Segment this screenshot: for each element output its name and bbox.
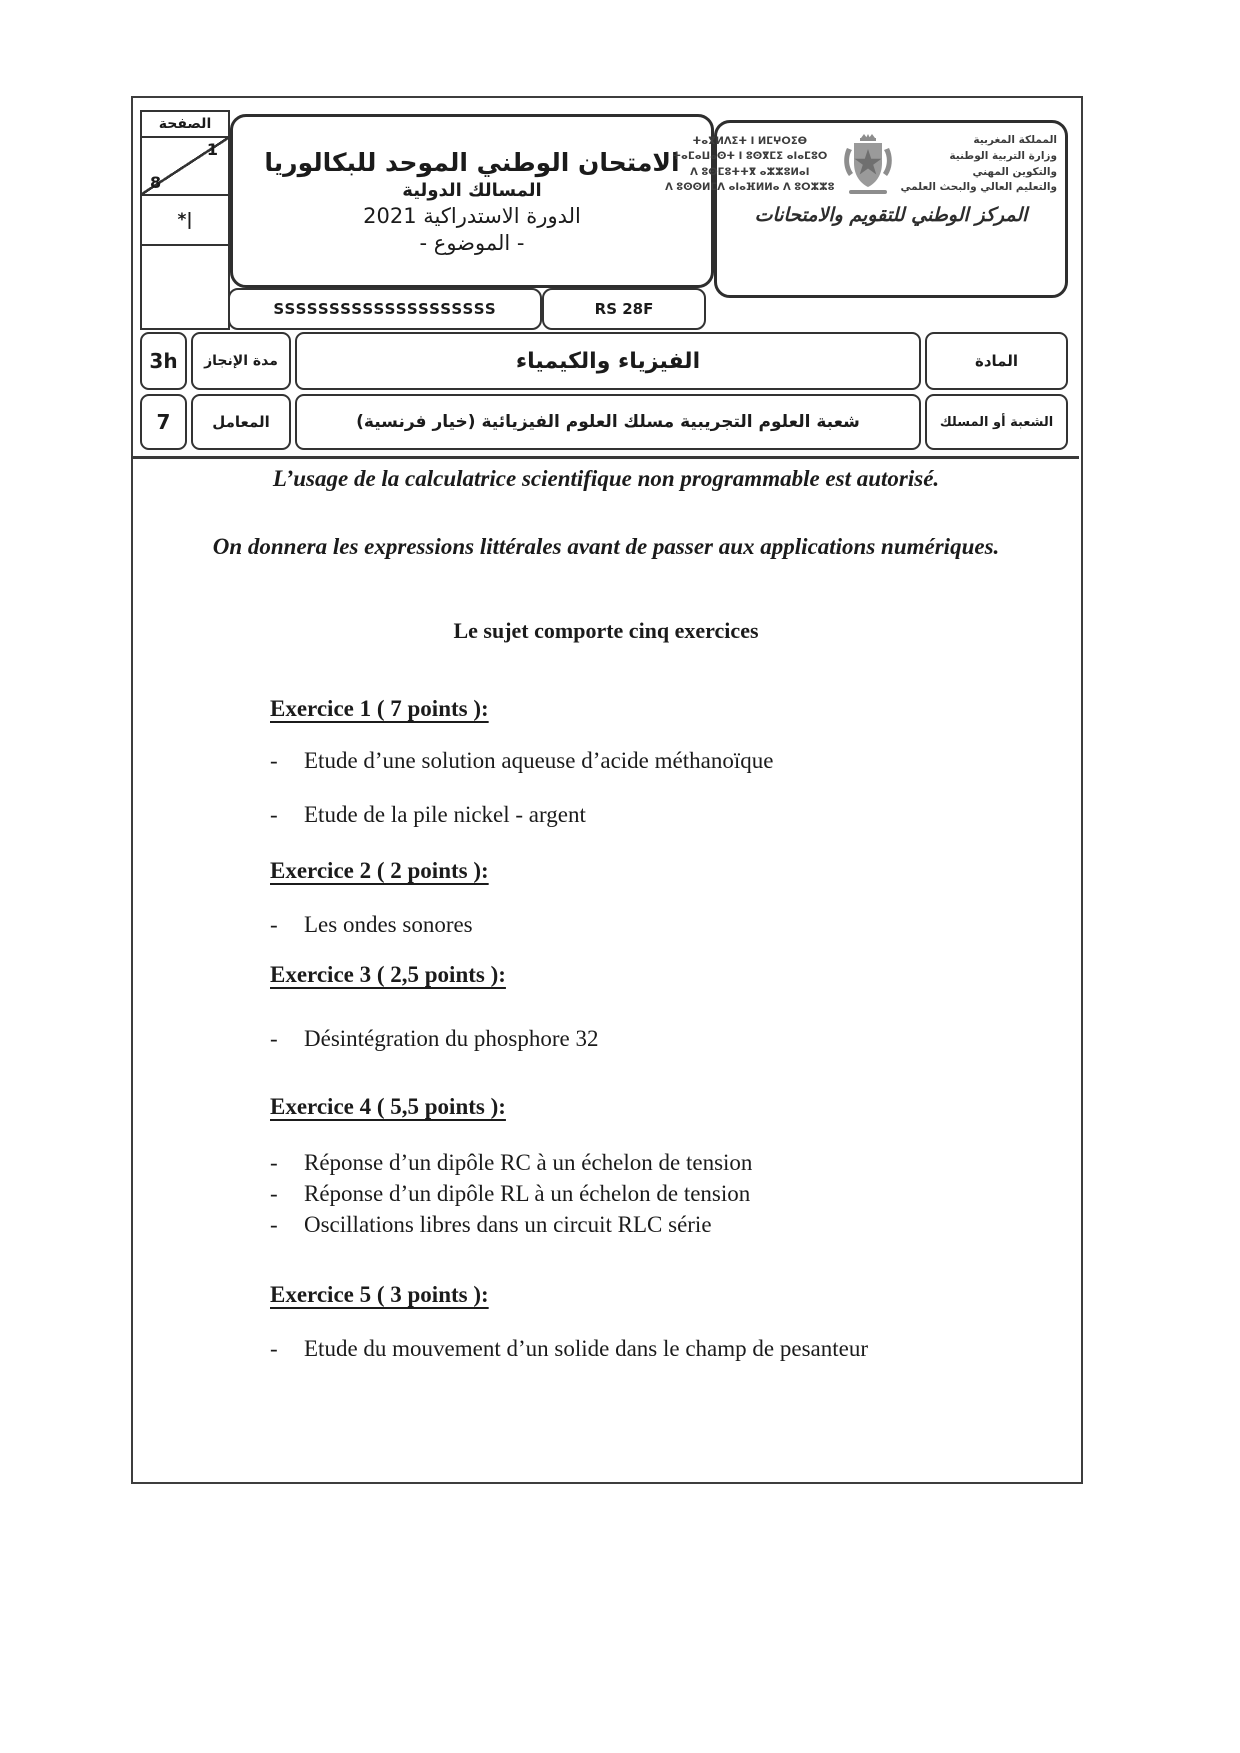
ministry-name-tifinagh: [665, 134, 834, 196]
exercise-item-text: Réponse d’un dipôle RC à un échelon de tension: [304, 1150, 753, 1175]
duration-value: 3h: [140, 332, 187, 390]
ministry-arabic-line: والتعليم العالي والبحث العلمي: [900, 181, 1057, 194]
exercise-2-title: Exercice 2 ( 2 points ):: [270, 858, 489, 883]
exercise-5-item: [270, 1336, 868, 1362]
exam-session: الدورة الاستدراكية 2021: [363, 203, 581, 228]
page-empty-cell: [142, 246, 228, 322]
page-current-number: 1: [206, 140, 218, 159]
exam-header-box: [230, 114, 714, 288]
ministry-arabic-line: والتكوين المهني: [972, 165, 1057, 178]
bullet-dash: -: [270, 1212, 278, 1237]
coefficient-value: 7: [140, 394, 187, 450]
duration-label: مدة الإنجاز: [191, 332, 291, 390]
track-label: الشعبة أو المسلك: [925, 394, 1068, 450]
notice-calculator: L’usage de la calculatrice scientifique non programmable est autorisé.: [272, 466, 940, 491]
page-code-cell: *|: [142, 196, 228, 246]
exercise-1-item: [270, 802, 586, 828]
page-total-number: 8: [150, 173, 162, 192]
exercise-2-item: [270, 912, 473, 938]
exercise-item-text: Les ondes sonores: [304, 912, 473, 937]
ministry-arabic-line: وزارة التربية الوطنية: [949, 149, 1057, 162]
exercise-item-text: Etude d’une solution aqueuse d’acide méthanoïque: [304, 748, 774, 773]
tifinagh-line: ⵜⴰⵎⴰⵡⴰⵙⵜ ⵏ ⵓⵙⴳⵎⵉ ⴰⵏⴰⵎⵓⵔ: [672, 151, 828, 162]
exam-title: الامتحان الوطني الموحد للبكالوريا: [264, 147, 680, 177]
page-fraction-cell: [142, 138, 228, 196]
ministry-name-arabic: [901, 133, 1058, 196]
exercise-3-item: [270, 1026, 598, 1052]
exam-subject-marker: - الموضوع -: [419, 230, 525, 255]
evaluation-center-name: المركز الوطني للتقويم والامتحانات: [754, 204, 1028, 226]
exercise-3-title: Exercice 3 ( 2,5 points ):: [270, 962, 506, 987]
exercise-4-item: [270, 1181, 750, 1207]
coefficient-label: المعامل: [191, 394, 291, 450]
exercises-summary-title: Le sujet comporte cinq exercices: [453, 618, 759, 643]
serial-code-box: SSSSSSSSSSSSSSSSSSSS: [228, 288, 542, 330]
exercise-4-title: Exercice 4 ( 5,5 points ):: [270, 1094, 506, 1119]
bullet-dash: -: [270, 1026, 278, 1051]
subject-label: المادة: [925, 332, 1068, 390]
bullet-dash: -: [270, 1150, 278, 1175]
exercise-item-text: Oscillations libres dans un circuit RLC série: [304, 1212, 712, 1237]
notice-expressions: On donnera les expressions littérales avant de passer aux applications numériques.: [212, 534, 1000, 559]
ministry-arabic-line: المملكة المغربية: [973, 134, 1057, 146]
tifinagh-line: ⴷ ⵓⵙⵎⵓⵜⵜⴳ ⴰⵣⵣⵓⵍⴰⵏ: [690, 166, 810, 178]
subject-name: الفيزياء والكيمياء: [295, 332, 921, 390]
moroccan-coat-of-arms-icon: [841, 134, 895, 196]
tifinagh-line: ⵜⴰⴳⵍⴷⵉⵜ ⵏ ⵍⵎⵖⵔⵉⴱ: [692, 135, 808, 147]
tifinagh-line: ⴷ ⵓⵙⵙⵍⵎⴷ ⴰⵏⴰⴼⵍⵍⴰ ⴷ ⵓⵔⵣⵣⵓ: [665, 182, 835, 193]
exam-tracks-title: المسالك الدولية: [402, 179, 542, 201]
track-name: شعبة العلوم التجريبية مسلك العلوم الفيزيائية (خيار فرنسية): [295, 394, 921, 450]
bullet-dash: -: [270, 748, 278, 773]
exercise-1-item: [270, 748, 773, 774]
bullet-dash: -: [270, 1336, 278, 1361]
page-label: الصفحة: [142, 112, 228, 138]
page-counter-box: [140, 110, 230, 330]
exercise-item-text: Etude du mouvement d’un solide dans le champ de pesanteur: [304, 1336, 868, 1361]
header-separator-line: [131, 456, 1079, 459]
reference-code-box: RS 28F: [542, 288, 706, 330]
exercise-1-title: Exercice 1 ( 7 points ):: [270, 696, 489, 721]
bullet-dash: -: [270, 1181, 278, 1206]
ministry-logo-row: [665, 133, 1057, 196]
ministry-header-box: [665, 120, 1068, 298]
exercise-item-text: Etude de la pile nickel - argent: [304, 802, 586, 827]
exercise-item-text: Réponse d’un dipôle RL à un échelon de tension: [304, 1181, 751, 1206]
exercise-5-title: Exercice 5 ( 3 points ):: [270, 1282, 489, 1307]
exercise-4-item: [270, 1212, 712, 1238]
exercise-4-item: [270, 1150, 752, 1176]
bullet-dash: -: [270, 912, 278, 937]
bullet-dash: -: [270, 802, 278, 827]
exercise-item-text: Désintégration du phosphore 32: [304, 1026, 599, 1051]
